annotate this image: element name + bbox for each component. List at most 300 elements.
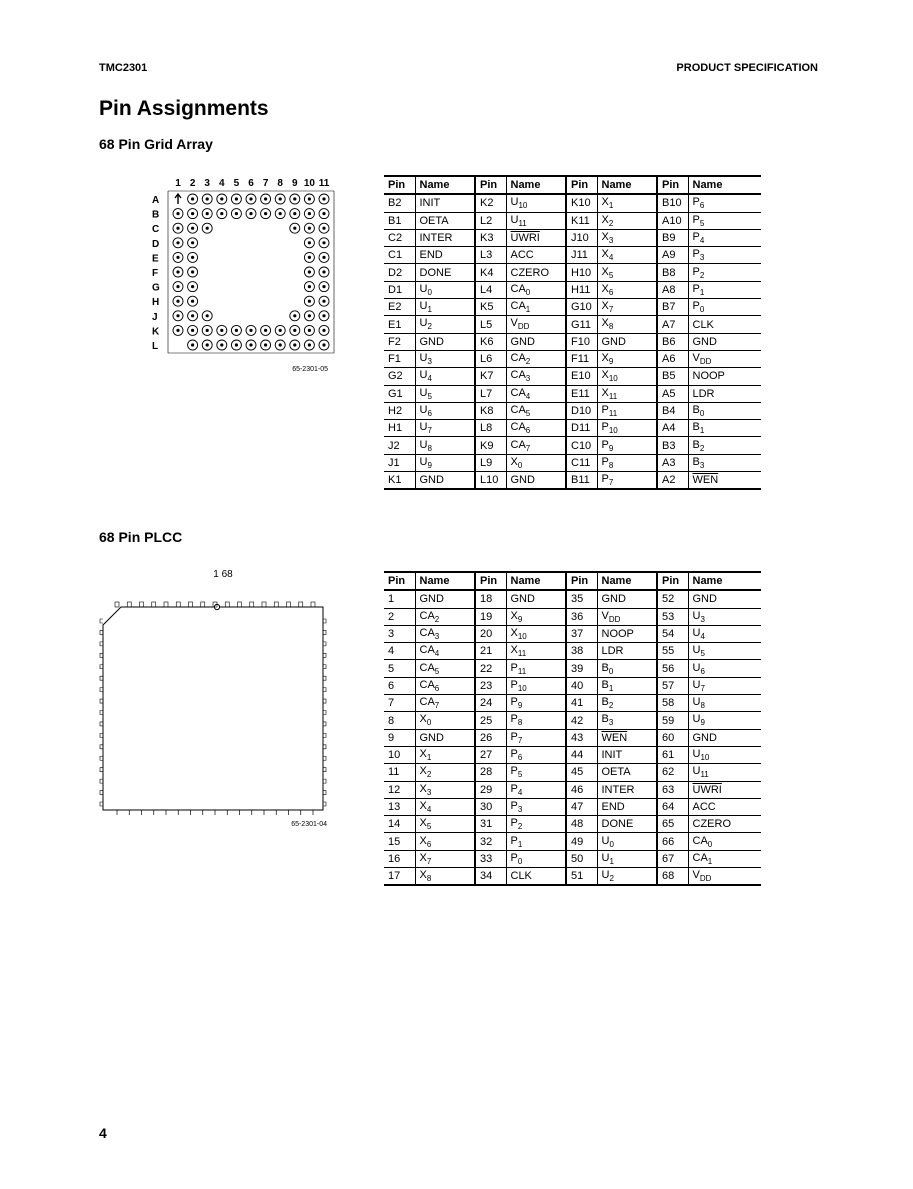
table-row <box>384 264 761 281</box>
pin-name: $U_3$ <box>415 350 475 367</box>
pga-column-label: 10 <box>303 178 315 189</box>
pga-pin-dot <box>191 197 194 200</box>
pga-pin-dot <box>293 329 296 332</box>
pga-pin-dot <box>235 197 238 200</box>
pin-name: $P_5$ <box>688 212 761 229</box>
table-row <box>384 229 761 246</box>
pin-name: $CA_2$ <box>506 350 566 367</box>
column-header: Pin <box>566 176 597 194</box>
pin-name: $X_1$ <box>415 746 475 763</box>
pin-number: 39 <box>566 660 597 677</box>
pin-number: 64 <box>657 798 688 815</box>
pga-pin-dot <box>279 212 282 215</box>
pin-number: 16 <box>384 850 415 867</box>
pin-name: $X_9$ <box>597 350 657 367</box>
pga-pin-dot <box>249 329 252 332</box>
pin-number: 17 <box>384 868 415 886</box>
pin-name: ACC <box>506 247 566 264</box>
pin-name: $\overline{WEN}$ <box>688 472 761 490</box>
pga-column-label: 3 <box>204 178 210 189</box>
pin-number: A3 <box>657 454 688 471</box>
pin-name: $U_6$ <box>688 660 761 677</box>
pin-name: $X_{10}$ <box>597 368 657 385</box>
pin-name: $P_4$ <box>506 781 566 798</box>
pin-number: H10 <box>566 264 597 281</box>
pin-name: $P_2$ <box>688 264 761 281</box>
pin-name: GND <box>688 729 761 746</box>
pin-number: J2 <box>384 437 415 454</box>
pin-name: $X_3$ <box>597 229 657 246</box>
plcc-lead <box>164 602 168 607</box>
pin-number: 63 <box>657 781 688 798</box>
pin-number: 51 <box>566 868 597 886</box>
table-row <box>384 472 761 490</box>
pin-number: 20 <box>475 625 506 642</box>
pga-pin-dot <box>279 329 282 332</box>
pin-name: $X_7$ <box>597 299 657 316</box>
pin-number: H1 <box>384 420 415 437</box>
pin-number: 60 <box>657 729 688 746</box>
pin-name: END <box>415 247 475 264</box>
pin-name: $X_2$ <box>597 212 657 229</box>
pin-name: $CA_1$ <box>688 850 761 867</box>
pga-pin-dot <box>206 343 209 346</box>
pga-pin-dot <box>235 343 238 346</box>
pin-number: H11 <box>566 281 597 298</box>
pga-pin-dot <box>176 285 179 288</box>
pin-number: B3 <box>657 437 688 454</box>
pin-number: B2 <box>384 194 415 212</box>
pin-number: C2 <box>384 229 415 246</box>
pga-pin-dot <box>293 212 296 215</box>
pin-name: GND <box>415 472 475 490</box>
pin-number: 19 <box>475 608 506 625</box>
pin-name: $U_5$ <box>688 643 761 660</box>
pga-pin-dot <box>322 241 325 244</box>
pin-number: 21 <box>475 643 506 660</box>
pin-number: E2 <box>384 299 415 316</box>
pin-name: $V_{DD}$ <box>506 316 566 333</box>
pin-name: $X_4$ <box>597 247 657 264</box>
pin-name: $CA_6$ <box>506 420 566 437</box>
pin-name: $U_0$ <box>597 833 657 850</box>
pin-name: $X_4$ <box>415 798 475 815</box>
pga-pin-dot <box>308 212 311 215</box>
pin-number: 54 <box>657 625 688 642</box>
pin-name: CLK <box>506 868 566 886</box>
pga-pin-dot <box>176 227 179 230</box>
plcc-diagram <box>97 565 337 830</box>
pin-number: 29 <box>475 781 506 798</box>
pga-pin-dot <box>220 197 223 200</box>
pin-number: K7 <box>475 368 506 385</box>
pin-number: 9 <box>384 729 415 746</box>
pin-number: K1 <box>384 472 415 490</box>
pga-pin-dot <box>191 314 194 317</box>
pin-number: K2 <box>475 194 506 212</box>
pin-number: 68 <box>657 868 688 886</box>
pin-number: A5 <box>657 385 688 402</box>
pin-name: GND <box>688 590 761 608</box>
pin-name: $X_8$ <box>415 868 475 886</box>
pin-name: $X_8$ <box>597 316 657 333</box>
pin-number: L6 <box>475 350 506 367</box>
table-row <box>384 695 761 712</box>
pin-number: B10 <box>657 194 688 212</box>
pin-name: $X_5$ <box>415 816 475 833</box>
pin-number: B4 <box>657 402 688 419</box>
pin-name: GND <box>415 729 475 746</box>
table-row <box>384 333 761 350</box>
pin-number: 23 <box>475 677 506 694</box>
pin-number: 4 <box>384 643 415 660</box>
pin-name: $X_2$ <box>415 764 475 781</box>
table-row <box>384 833 761 850</box>
pga-pin-dot <box>322 300 325 303</box>
pin-number: 47 <box>566 798 597 815</box>
pin-number: D1 <box>384 281 415 298</box>
pin-name: GND <box>506 472 566 490</box>
pin-number: L8 <box>475 420 506 437</box>
pin-number: K6 <box>475 333 506 350</box>
pga-pin-dot <box>322 197 325 200</box>
pin-number: 65 <box>657 816 688 833</box>
pin-name: $X_1$ <box>597 194 657 212</box>
plcc-lead <box>262 602 266 607</box>
pga-subtitle: 68 Pin Grid Array <box>99 136 213 152</box>
pin-name: $U_{11}$ <box>688 764 761 781</box>
pga-pin-dot <box>206 314 209 317</box>
pin-name: $P_8$ <box>506 712 566 729</box>
pga-pin-dot <box>293 314 296 317</box>
pin-name: $B_0$ <box>688 402 761 419</box>
table-row <box>384 420 761 437</box>
pin-name: $U_8$ <box>688 695 761 712</box>
pin-name: $P_2$ <box>506 816 566 833</box>
pin-number: B11 <box>566 472 597 490</box>
pga-column-label: 9 <box>292 178 298 189</box>
pin-number: 25 <box>475 712 506 729</box>
pin-number: L4 <box>475 281 506 298</box>
pin-number: 38 <box>566 643 597 660</box>
pin-name: $X_{10}$ <box>506 625 566 642</box>
pga-pin-dot <box>176 314 179 317</box>
pin-number: 61 <box>657 746 688 763</box>
pin-number: L3 <box>475 247 506 264</box>
pga-pin-dot <box>308 270 311 273</box>
pin-number: A4 <box>657 420 688 437</box>
pin-name: $U_5$ <box>415 385 475 402</box>
table-row <box>384 299 761 316</box>
pin-name: $B_2$ <box>688 437 761 454</box>
pga-row-label: B <box>152 209 160 221</box>
pga-pin-dot <box>322 256 325 259</box>
pin-name: $P_7$ <box>506 729 566 746</box>
pin-name: $CA_5$ <box>506 402 566 419</box>
pin-number: L10 <box>475 472 506 490</box>
pga-pin-dot <box>176 300 179 303</box>
pin-number: E11 <box>566 385 597 402</box>
pga-pin-dot <box>249 212 252 215</box>
pin-number: 62 <box>657 764 688 781</box>
pga-pin-dot <box>308 256 311 259</box>
pga-pin-dot <box>322 227 325 230</box>
document-type: PRODUCT SPECIFICATION <box>676 62 818 74</box>
table-row <box>384 437 761 454</box>
pin-number: 33 <box>475 850 506 867</box>
pga-pin-dot <box>220 329 223 332</box>
table-row <box>384 625 761 642</box>
pin-number: 50 <box>566 850 597 867</box>
table-row <box>384 212 761 229</box>
pga-pin-dot <box>206 329 209 332</box>
pga-row-label: C <box>152 224 160 236</box>
pga-column-label: 1 <box>175 178 181 189</box>
pin-number: L2 <box>475 212 506 229</box>
pin-name: INTER <box>415 229 475 246</box>
pin-name: $B_2$ <box>597 695 657 712</box>
pga-pin-dot <box>293 227 296 230</box>
pin-name: $U_4$ <box>688 625 761 642</box>
pin-number: D10 <box>566 402 597 419</box>
pin-name: $X_9$ <box>506 608 566 625</box>
table-row <box>384 816 761 833</box>
pin-number: 31 <box>475 816 506 833</box>
pin-number: 7 <box>384 695 415 712</box>
pin-number: 49 <box>566 833 597 850</box>
pga-pin-dot <box>191 343 194 346</box>
plcc-subtitle: 68 Pin PLCC <box>99 529 183 545</box>
pga-pin-dot <box>322 329 325 332</box>
pin-number: B1 <box>384 212 415 229</box>
pga-diagram <box>148 172 348 372</box>
pin-number: 12 <box>384 781 415 798</box>
plcc-lead <box>140 602 144 607</box>
table-row <box>384 677 761 694</box>
pin-name: $\overline{WEN}$ <box>597 729 657 746</box>
pga-row-label: G <box>152 282 160 294</box>
pin-number: J10 <box>566 229 597 246</box>
pin-name: $U_{10}$ <box>688 746 761 763</box>
pin-name: GND <box>506 590 566 608</box>
table-row <box>384 868 761 886</box>
pga-pin-dot <box>322 285 325 288</box>
pin-number: G2 <box>384 368 415 385</box>
pin-number: 2 <box>384 608 415 625</box>
column-header: Name <box>506 176 566 194</box>
pin-number: 30 <box>475 798 506 815</box>
column-header: Name <box>415 176 475 194</box>
pin-number: 8 <box>384 712 415 729</box>
pga-pin-dot <box>308 241 311 244</box>
pin-name: DONE <box>415 264 475 281</box>
pin-name: $P_3$ <box>506 798 566 815</box>
column-header: Pin <box>566 572 597 590</box>
plcc-pin-table <box>384 571 761 886</box>
pin-number: 36 <box>566 608 597 625</box>
table-row <box>384 281 761 298</box>
pin-name: $U_8$ <box>415 437 475 454</box>
pin-name: $U_1$ <box>597 850 657 867</box>
pin-name: $U_7$ <box>688 677 761 694</box>
plcc-lead <box>299 602 303 607</box>
column-header: Name <box>597 176 657 194</box>
pin-number: 28 <box>475 764 506 781</box>
pin-number: L5 <box>475 316 506 333</box>
pin-number: 40 <box>566 677 597 694</box>
pin-name: $CA_1$ <box>506 299 566 316</box>
pin-number: 44 <box>566 746 597 763</box>
pin-number: K10 <box>566 194 597 212</box>
pga-pin-dot <box>264 343 267 346</box>
plcc-lead <box>100 619 103 623</box>
table-row <box>384 402 761 419</box>
table-row <box>384 368 761 385</box>
table-row <box>384 746 761 763</box>
pin-name: $P_0$ <box>688 299 761 316</box>
pga-pin-dot <box>308 285 311 288</box>
column-header: Name <box>688 572 761 590</box>
pin-number: G11 <box>566 316 597 333</box>
pin-number: 32 <box>475 833 506 850</box>
pga-column-label: 6 <box>248 178 254 189</box>
pga-pin-dot <box>191 256 194 259</box>
pin-name: GND <box>415 590 475 608</box>
pga-pin-dot <box>264 212 267 215</box>
pin-name: $U_{11}$ <box>506 212 566 229</box>
pin-number: A9 <box>657 247 688 264</box>
pga-pin-dot <box>235 212 238 215</box>
pin-name: $X_6$ <box>597 281 657 298</box>
pga-pin-dot <box>220 343 223 346</box>
pin-number: 13 <box>384 798 415 815</box>
column-header: Pin <box>384 176 415 194</box>
pin-name: $P_3$ <box>688 247 761 264</box>
pin-name: CLK <box>688 316 761 333</box>
pin-name: $V_{DD}$ <box>597 608 657 625</box>
pga-pin-dot <box>322 314 325 317</box>
pga-pin-dot <box>293 197 296 200</box>
pin-number: J1 <box>384 454 415 471</box>
pin-number: 5 <box>384 660 415 677</box>
pin-number: 15 <box>384 833 415 850</box>
pin-number: 41 <box>566 695 597 712</box>
table-row <box>384 194 761 212</box>
pin-number: 24 <box>475 695 506 712</box>
pin-name: $P_7$ <box>597 472 657 490</box>
pga-pin-dot <box>206 212 209 215</box>
pin-name: $U_{10}$ <box>506 194 566 212</box>
column-header: Name <box>688 176 761 194</box>
pin-name: GND <box>506 333 566 350</box>
pga-pin-dot <box>176 270 179 273</box>
pin-name: $P_9$ <box>506 695 566 712</box>
pin-number: 14 <box>384 816 415 833</box>
pga-column-label: 7 <box>262 178 269 189</box>
pin-name: $CA_7$ <box>415 695 475 712</box>
pin-name: GND <box>688 333 761 350</box>
pga-pin-dot <box>308 314 311 317</box>
pin1-arrow-icon <box>175 194 181 204</box>
pga-pin-dot <box>191 227 194 230</box>
pin-name: $P_1$ <box>688 281 761 298</box>
pin-number: 67 <box>657 850 688 867</box>
pin-name: NOOP <box>688 368 761 385</box>
plcc-lead <box>201 602 205 607</box>
pga-row-label: L <box>152 341 159 352</box>
pin-name: $V_{DD}$ <box>688 868 761 886</box>
pin-name: $B_1$ <box>597 677 657 694</box>
pga-row-label: D <box>152 238 160 250</box>
pin-name: $B_0$ <box>597 660 657 677</box>
pin-number: L7 <box>475 385 506 402</box>
column-header: Name <box>415 572 475 590</box>
plcc-figure-code: 65-2301-04 <box>291 821 327 828</box>
pga-pin-dot <box>176 212 179 215</box>
pga-pin-dot <box>176 241 179 244</box>
pin-number: 48 <box>566 816 597 833</box>
pga-pin-dot <box>206 197 209 200</box>
plcc-lead <box>311 602 315 607</box>
pin-number: 52 <box>657 590 688 608</box>
pin-name: $U_6$ <box>415 402 475 419</box>
pin-number: 22 <box>475 660 506 677</box>
pin-name: $P_1$ <box>506 833 566 850</box>
pin-number: B9 <box>657 229 688 246</box>
pin-number: 10 <box>384 746 415 763</box>
pin-name: $U_2$ <box>597 868 657 886</box>
pin-number: 1 <box>384 590 415 608</box>
pga-row-label: E <box>152 253 159 265</box>
pin-number: H2 <box>384 402 415 419</box>
pin-number: F11 <box>566 350 597 367</box>
pin-name: CZERO <box>688 816 761 833</box>
pin-number: A8 <box>657 281 688 298</box>
pin-number: 6 <box>384 677 415 694</box>
pin-number: K9 <box>475 437 506 454</box>
column-header: Name <box>597 572 657 590</box>
pin-name: $P_0$ <box>506 850 566 867</box>
pin-name: $B_3$ <box>688 454 761 471</box>
pin-number: 27 <box>475 746 506 763</box>
pga-row-label: A <box>152 195 160 206</box>
pin-name: $P_{10}$ <box>506 677 566 694</box>
pin-name: END <box>597 798 657 815</box>
pin-number: 53 <box>657 608 688 625</box>
pga-pin-dot <box>308 300 311 303</box>
plcc-lead <box>189 602 193 607</box>
pin-name: INTER <box>597 781 657 798</box>
pin-name: $U_3$ <box>688 608 761 625</box>
pga-pin-dot <box>176 329 179 332</box>
table-row <box>384 454 761 471</box>
pin-number: E10 <box>566 368 597 385</box>
pin-number: A7 <box>657 316 688 333</box>
pin-name: $B_3$ <box>597 712 657 729</box>
pin-name: $CA_6$ <box>415 677 475 694</box>
pin-name: $X_5$ <box>597 264 657 281</box>
pin-name: GND <box>597 333 657 350</box>
pin-number: B7 <box>657 299 688 316</box>
pin-name: $CA_4$ <box>415 643 475 660</box>
pin-number: 59 <box>657 712 688 729</box>
pin-number: C11 <box>566 454 597 471</box>
pin-name: INIT <box>415 194 475 212</box>
plcc-lead <box>127 602 131 607</box>
pga-pin-table <box>384 175 761 490</box>
pga-column-label: 11 <box>318 178 330 189</box>
plcc-top-label: 1 68 <box>213 569 233 580</box>
